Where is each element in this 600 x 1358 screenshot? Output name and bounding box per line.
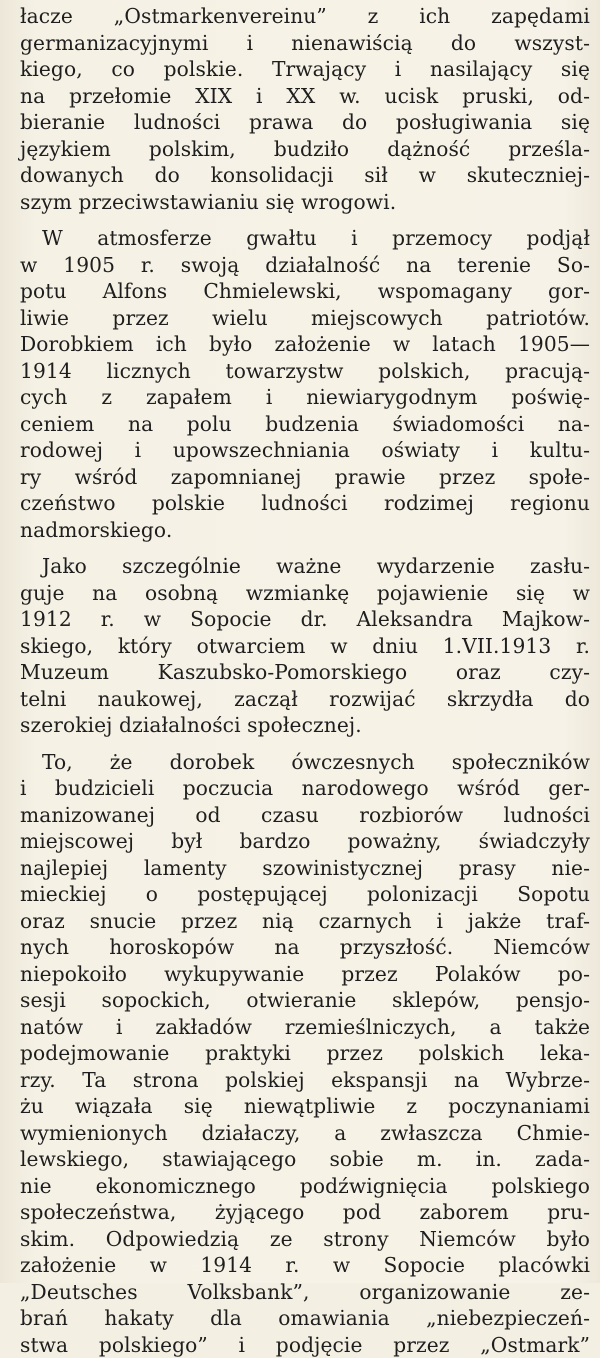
text-line: podejmowanie praktyki przez polskich leka- [0, 1040, 600, 1067]
paragraph [0, 225, 600, 543]
text-line: cych z zapałem i niewiarygodnym poświę- [0, 384, 600, 411]
text-line: germanizacyjnymi i nienawiścią do wszyst- [0, 30, 600, 57]
text-line: najlepiej lamenty szowinistycznej prasy nie- [0, 855, 600, 882]
text-line: kiego, co polskie. Trwający i nasilający się [0, 56, 600, 83]
text-line: mieckiej o postępującej polonizacji Sopotu [0, 881, 600, 908]
paragraph [0, 553, 600, 739]
text-line: To, że dorobek ówczesnych społeczników [0, 749, 600, 776]
text-line: nie ekonomicznego podźwignięcia polskiego [0, 1173, 600, 1200]
text-line: łacze „Ostmarkenvereinu” z ich zapędami [0, 3, 600, 30]
text-line: skiego, który otwarciem w dniu 1.VII.1913 r. [0, 633, 600, 660]
text-line: „Deutsches Volksbank”, organizowanie ze- [0, 1279, 600, 1306]
text-line: manizowanej od czasu rozbiorów ludności [0, 802, 600, 829]
text-line: natów i zakładów rzemieślniczych, a także [0, 1014, 600, 1041]
text-line: sesji sopockich, otwieranie sklepów, pensjo- [0, 987, 600, 1014]
paragraph-gap [0, 739, 600, 749]
text-line: brań hakaty dla omawiania „niebezpieczeń- [0, 1305, 600, 1332]
text-line: ry wśród zapomnianej prawie przez społe- [0, 464, 600, 491]
article-text [0, 3, 600, 1358]
text-line: na przełomie XIX i XX w. ucisk pruski, od- [0, 83, 600, 110]
text-line: ceniem na polu budzenia świadomości na- [0, 411, 600, 438]
text-line: guje na osobną wzmiankę pojawienie się w [0, 580, 600, 607]
text-line: żu wiązała się niewątpliwie z poczynaniami [0, 1093, 600, 1120]
text-line: szym przeciwstawianiu się wrogowi. [0, 189, 600, 216]
text-line: W atmosferze gwałtu i przemocy podjął [0, 225, 600, 252]
text-line: rzy. Ta strona polskiej ekspansji na Wybrze- [0, 1067, 600, 1094]
text-line: dowanych do konsolidacji sił w skuteczniej- [0, 162, 600, 189]
text-line: szerokiej działalności społecznej. [0, 712, 600, 739]
text-line: bieranie ludności prawa do posługiwania się [0, 109, 600, 136]
text-line: rodowej i upowszechniania oświaty i kultu- [0, 437, 600, 464]
text-line: 1914 licznych towarzystw polskich, pracują- [0, 358, 600, 385]
text-line: i budzicieli poczucia narodowego wśród ger- [0, 775, 600, 802]
text-line: w 1905 r. swoją działalność na terenie So- [0, 252, 600, 279]
text-line: społeczeństwa, żyjącego pod zaborem pru- [0, 1199, 600, 1226]
text-line: Muzeum Kaszubsko-Pomorskiego oraz czy- [0, 659, 600, 686]
paragraph [0, 749, 600, 1358]
text-line: językiem polskim, budziło dążność prześla- [0, 136, 600, 163]
text-line: Dorobkiem ich było założenie w latach 1905— [0, 331, 600, 358]
text-line: nadmorskiego. [0, 517, 600, 544]
text-line: potu Alfons Chmielewski, wspomagany gor- [0, 278, 600, 305]
paragraph [0, 3, 600, 215]
text-line: niepokoiło wykupywanie przez Polaków po- [0, 961, 600, 988]
text-line: oraz snucie przez nią czarnych i jakże traf- [0, 908, 600, 935]
text-line: telni naukowej, zaczął rozwijać skrzydła do [0, 686, 600, 713]
text-line: wymienionych działaczy, a zwłaszcza Chmie- [0, 1120, 600, 1147]
text-line: liwie przez wielu miejscowych patriotów. [0, 305, 600, 332]
text-line: czeństwo polskie ludności rodzimej regionu [0, 490, 600, 517]
text-line: lewskiego, stawiającego sobie m. in. zada- [0, 1146, 600, 1173]
paragraph-gap [0, 215, 600, 225]
text-line: nych horoskopów na przyszłość. Niemców [0, 934, 600, 961]
text-line: stwa polskiego” i podjęcie przez „Ostmark” [0, 1332, 600, 1358]
text-line: założenie w 1914 r. w Sopocie placówki [0, 1252, 600, 1279]
text-line: miejscowej był bardzo poważny, świadczyły [0, 828, 600, 855]
text-line: skim. Odpowiedzią ze strony Niemców było [0, 1226, 600, 1253]
paragraph-gap [0, 543, 600, 553]
text-line: 1912 r. w Sopocie dr. Aleksandra Majkow- [0, 606, 600, 633]
text-line: Jako szczególnie ważne wydarzenie zasłu- [0, 553, 600, 580]
